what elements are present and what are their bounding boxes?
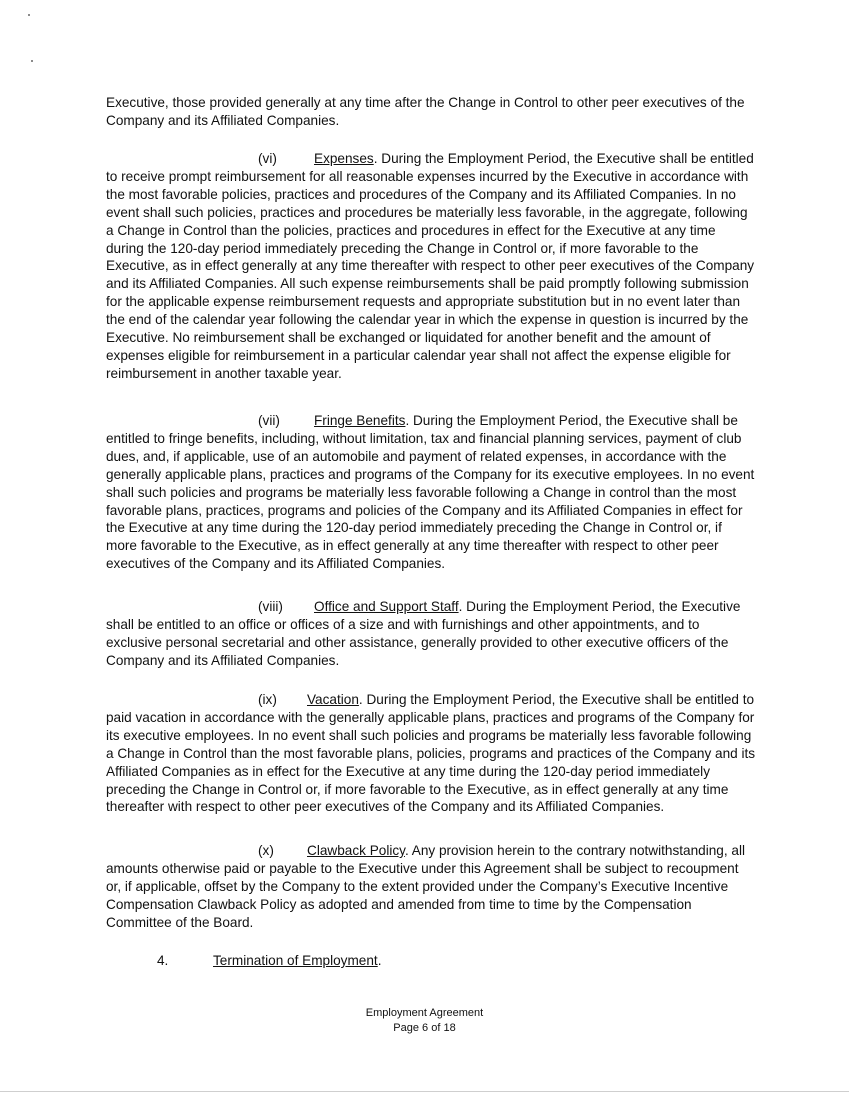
clause-body: . During the Employment Period, the Executive shall be entitled to fringe benefits, including, without limitation, tax and financial planning services, payment of club dues, and, if applicable, use of an automobile and payment of related expenses, in accordance with the generally applicable plans, practices and programs of the Company for its executive employees. In no event shall such policies and programs be materially less favorable following a Change in control than the most favorable plans, practices, programs and policies of the Company and its Affiliated Companies in effect for the Executive at any time during the 120-day period immediately preceding the Change in Control or, if more favorable to the Executive, as in effect generally at any time thereafter with respect to other peer executives of the Company and its Affiliated Companies. bbox=[106, 413, 755, 572]
paragraph-vii-fringe-benefits bbox=[106, 412, 756, 573]
paragraph-x-clawback bbox=[106, 842, 756, 932]
scan-speck bbox=[28, 14, 30, 16]
scan-speck bbox=[31, 60, 33, 62]
clause-number: (viii) bbox=[258, 599, 283, 614]
scan-edge-line bbox=[0, 1091, 849, 1092]
section-title-period: . bbox=[377, 953, 382, 968]
clause-heading: Vacation bbox=[307, 692, 359, 707]
clause-body: . Any provision herein to the contrary notwithstanding, all amounts otherwise paid or payable to the Executive under this Agreement shall be subject to recoupment or, if applicable, offset by the Company to the extent provided under the Company’s Executive Incentive Compensation Clawback Policy as adopted and amended from time to time by the Compensation Committee of the Board. bbox=[106, 843, 746, 930]
paragraph-ix-vacation bbox=[106, 691, 756, 816]
section-4-heading bbox=[157, 952, 382, 970]
clause-number: (x) bbox=[258, 843, 274, 858]
paragraph-intro bbox=[106, 94, 756, 130]
clause-number: (ix) bbox=[258, 692, 277, 707]
footer-page-number: Page 6 of 18 bbox=[393, 1022, 456, 1034]
paragraph-viii-office bbox=[106, 598, 756, 670]
clause-heading: Fringe Benefits bbox=[314, 413, 406, 428]
section-number: 4. bbox=[157, 953, 169, 968]
footer-title: Employment Agreement bbox=[365, 1007, 484, 1019]
clause-body: . During the Employment Period, the Executive shall be entitled to paid vacation in accordance with the generally applicable plans, practices and programs of the Company for its executive employees. In no event shall such policies and programs be materially less favorable following a Change in Control than the most favorable plans, policies, programs and practices of the Company and its Affiliated Companies as in effect for the Executive at any time during the 120-day period immediately preceding the Change in Control or, if more favorable to the Executive, as in effect generally at any time thereafter with respect to other peer executives of the Company and its Affiliated Companies. bbox=[106, 692, 756, 815]
clause-body: . During the Employment Period, the Executive shall be entitled to an office or offices of a size and with furnishings and other appointments, and to exclusive personal secretarial and other assistance, generally provided to other executive officers of the Company and its Affiliated Companies. bbox=[106, 599, 741, 668]
clause-body: . During the Employment Period, the Executive shall be entitled to receive prompt reimbursement for all reasonable expenses incurred by the Executive in accordance with the most favorable policies, practices and procedures of the Company and its Affiliated Companies. In no event shall such policies, practices and procedures be materially less favorable, in the aggregate, following a Change in Control than the policies, practices and procedures in effect for the Executive at any time during the 120-day period immediately preceding the Change in Control or, if more favorable to the Executive, as in effect generally at any time thereafter with respect to other peer executives of the Company and its Affiliated Companies. All such expense reimbursements shall be paid promptly following submission for the applicable expense reimbursement requests and appropriate substitution but in no event later than the end of the calendar year following the calendar year in which the expense in question is incurred by the Executive. No reimbursement shall be exchanged or liquidated for another benefit and the amount of expenses eligible for reimbursement in a particular calendar year shall not affect the expense eligible for reimbursement in another taxable year. bbox=[106, 151, 755, 381]
section-title: Termination of Employment bbox=[213, 953, 378, 968]
clause-number: (vii) bbox=[258, 413, 280, 428]
clause-heading: Office and Support Staff bbox=[314, 599, 459, 614]
clause-number: (vi) bbox=[258, 151, 277, 166]
clause-heading: Clawback Policy bbox=[307, 843, 405, 858]
paragraph-vi-expenses bbox=[106, 150, 756, 383]
clause-heading: Expenses bbox=[314, 151, 374, 166]
paragraph-intro-text: Executive, those provided generally at any time after the Change in Control to other peer executives of the Company and its Affiliated Companies. bbox=[106, 95, 745, 128]
